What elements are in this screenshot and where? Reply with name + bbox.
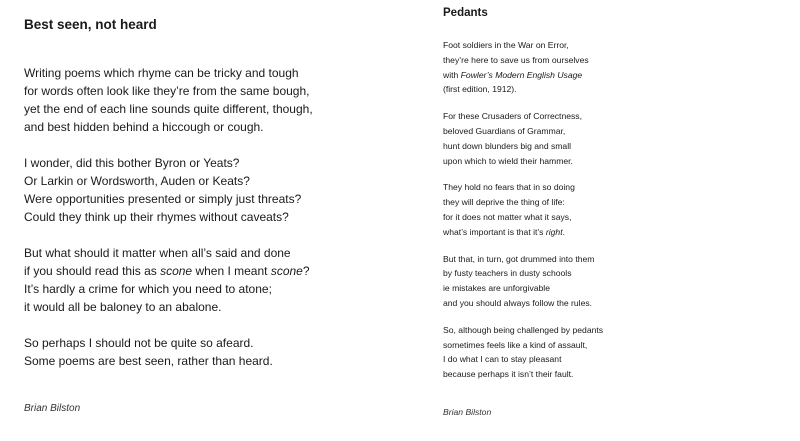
author-name: Brian Bilston: [24, 403, 81, 414]
poem-line: yet the end of each line sounds quite different, though,: [24, 102, 313, 116]
poem-line: [443, 225, 603, 240]
poem-title: Best seen, not heard: [24, 17, 157, 32]
poem-line: ie mistakes are unforgivable: [443, 283, 550, 294]
poem-body: [443, 38, 603, 394]
poem-line: and you should always follow the rules.: [443, 297, 593, 308]
stanza: [443, 252, 603, 311]
poem-line: (first edition, 1912).: [443, 84, 517, 95]
poem-line: Writing poems which rhyme can be tricky and tough: [24, 66, 299, 80]
poem-body: [24, 64, 313, 388]
line-text: ?: [302, 264, 310, 278]
poem-line: So, although being challenged by pedants: [443, 324, 604, 335]
stanza: [24, 244, 313, 316]
poem-line: So perhaps I should not be quite so afeard.: [24, 336, 254, 350]
emphasis-text: right: [545, 226, 563, 237]
emphasis-text: scone: [270, 264, 303, 278]
line-text: if you should read this as: [24, 264, 161, 278]
stanza: [24, 154, 313, 226]
poem-line: and best hidden behind a hiccough or cough.: [24, 120, 264, 134]
poem-line: they will deprive the thing of life:: [443, 197, 565, 208]
stanza: [24, 334, 313, 370]
poem-line: for it does not matter what it says,: [443, 211, 572, 222]
poem-line: Could they think up their rhymes without caveats?: [24, 210, 289, 224]
poem-line: it would all be baloney to an abalone.: [24, 300, 222, 314]
author-name: Brian Bilston: [443, 407, 492, 417]
poem-line: beloved Guardians of Grammar,: [443, 125, 566, 136]
poem-line: Some poems are best seen, rather than heard.: [24, 354, 273, 368]
poem-line: because perhaps it isn’t their fault.: [443, 369, 574, 380]
poem-line: sometimes feels like a kind of assault,: [443, 339, 588, 350]
poem-line: But what should it matter when all’s said and done: [24, 246, 291, 260]
poem-line: they’re here to save us from ourselves: [443, 54, 589, 65]
stanza: [443, 180, 603, 239]
poem-line: [443, 68, 603, 83]
poem-line: upon which to wield their hammer.: [443, 155, 573, 166]
stanza: [443, 323, 603, 382]
poem-line: Foot soldiers in the War on Error,: [443, 40, 569, 50]
line-text: what’s important is that it’s: [443, 226, 546, 237]
book-title: Fowler’s Modern English Usage: [460, 69, 583, 80]
stanza: [443, 109, 603, 168]
stanza: [24, 64, 313, 136]
poem-line: for words often look like they’re from the same bough,: [24, 84, 310, 98]
line-text: when I meant: [192, 264, 271, 278]
poem-title: Pedants: [443, 7, 488, 19]
poem-line: They hold no fears that in so doing: [443, 182, 575, 193]
emphasis-text: scone: [160, 264, 193, 278]
stanza: [443, 38, 603, 97]
poem-line: hunt down blunders big and small: [443, 140, 572, 151]
poem-line: I do what I can to stay pleasant: [443, 354, 562, 365]
poem-line: It’s hardly a crime for which you need to atone;: [24, 282, 272, 296]
poem-line: I wonder, did this bother Byron or Yeats?: [24, 156, 240, 170]
line-text: with: [443, 69, 461, 80]
poem-line: [24, 262, 313, 280]
poem-line: But that, in turn, got drummed into them: [443, 253, 595, 264]
poem-line: Were opportunities presented or simply just threats?: [24, 192, 302, 206]
poem-line: Or Larkin or Wordsworth, Auden or Keats?: [24, 174, 250, 188]
poem-line: For these Crusaders of Correctness,: [443, 111, 582, 122]
poem-line: by fusty teachers in dusty schools: [443, 268, 572, 279]
line-text: .: [562, 226, 565, 237]
